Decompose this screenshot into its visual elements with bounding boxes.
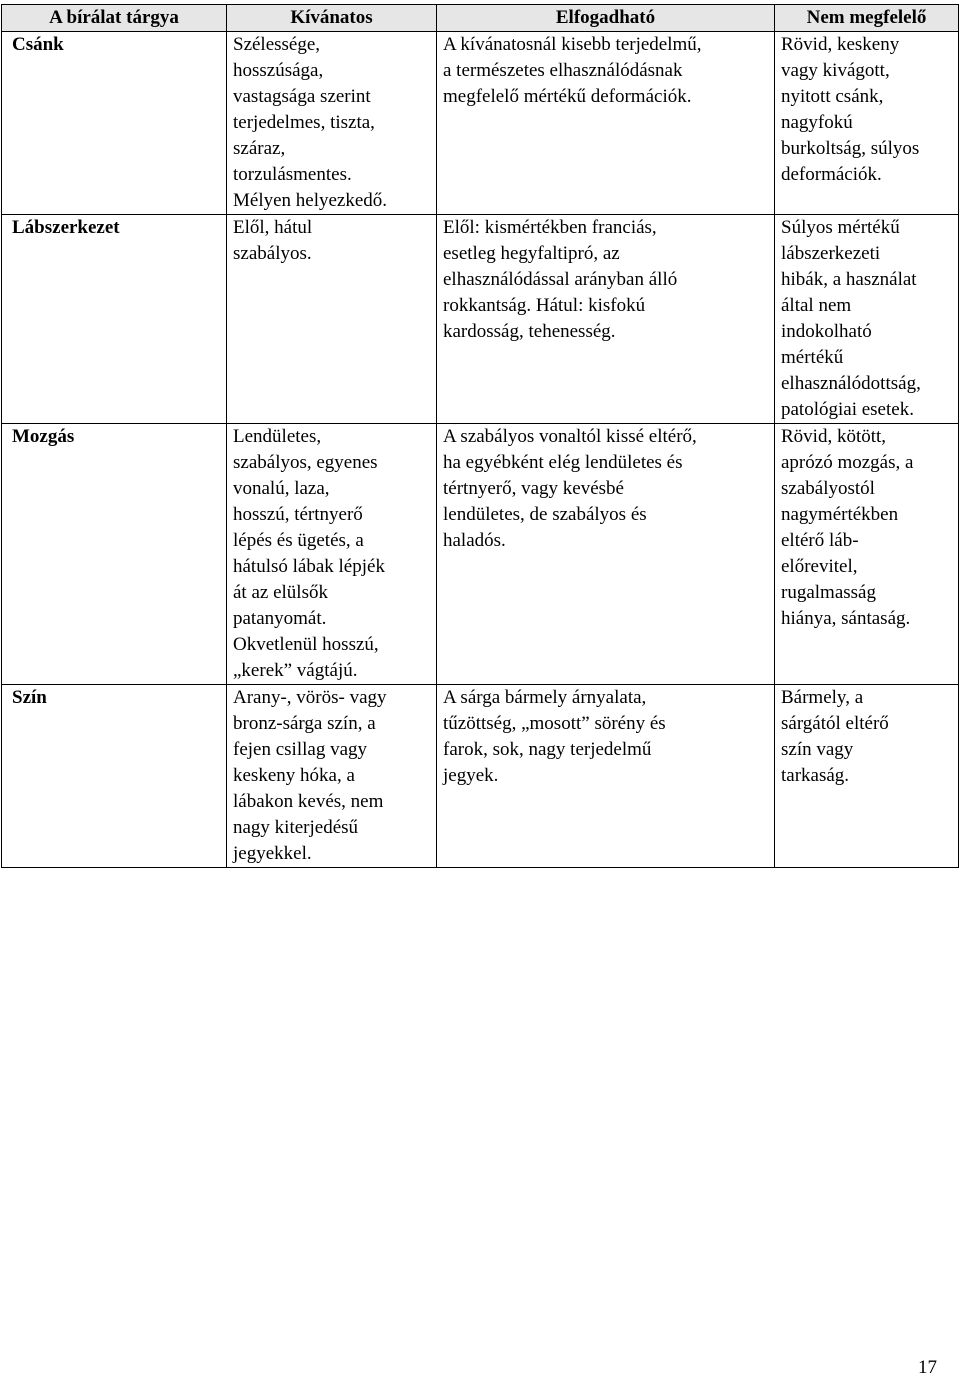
row-desirable: Arany-, vörös- vagy bronz-sárga szín, a fejen csillag vagy keskeny hóka, a lábakon kevés, nem nagy kiterjedésű jegyekkel. — [227, 685, 437, 868]
table-row — [2, 32, 959, 215]
evaluation-table — [1, 4, 959, 868]
page-number: 17 — [918, 1357, 937, 1378]
table-row — [2, 685, 959, 868]
row-acceptable: A kívánatosnál kisebb terjedelmű, a természetes elhasználódásnak megfelelő mértékű deformációk. — [437, 32, 775, 215]
row-unacceptable: Rövid, kötött, aprózó mozgás, a szabályostól nagymértékben eltérő láb- előrevitel, rugalmasság hiánya, sántaság. — [775, 424, 959, 685]
row-acceptable: Elől: kismértékben franciás, esetleg hegyfaltipró, az elhasználódással arányban álló rokkantság. Hátul: kisfokú kardosság, tehenesség. — [437, 215, 775, 424]
row-unacceptable: Rövid, keskeny vagy kivágott, nyitott csánk, nagyfokú burkoltság, súlyos deformációk. — [775, 32, 959, 215]
row-unacceptable: Súlyos mértékű lábszerkezeti hibák, a használat által nem indokolható mértékű elhasználódottság, patológiai esetek. — [775, 215, 959, 424]
row-desirable: Elől, hátul szabályos. — [227, 215, 437, 424]
row-criterion: Mozgás — [2, 424, 227, 685]
row-criterion: Szín — [2, 685, 227, 868]
row-criterion: Lábszerkezet — [2, 215, 227, 424]
row-unacceptable: Bármely, a sárgától eltérő szín vagy tarkaság. — [775, 685, 959, 868]
row-acceptable: A sárga bármely árnyalata, tűzöttség, „mosott” sörény és farok, sok, nagy terjedelmű jegyek. — [437, 685, 775, 868]
row-desirable: Lendületes, szabályos, egyenes vonalú, laza, hosszú, tértnyerő lépés és ügetés, a hátulsó lábak lépjék át az elülsők patanyomát. Okvetlenül hosszú, „kerek” vágtájú. — [227, 424, 437, 685]
table-row — [2, 215, 959, 424]
table-row — [2, 424, 959, 685]
header-acceptable: Elfogadható — [437, 5, 775, 32]
header-desirable: Kívánatos — [227, 5, 437, 32]
header-unacceptable: Nem megfelelő — [775, 5, 959, 32]
row-desirable: Szélessége, hosszúsága, vastagsága szerint terjedelmes, tiszta, száraz, torzulásmentes. Mélyen helyezkedő. — [227, 32, 437, 215]
header-criterion: A bírálat tárgya — [2, 5, 227, 32]
row-criterion: Csánk — [2, 32, 227, 215]
table-header-row — [2, 5, 959, 32]
row-acceptable: A szabályos vonaltól kissé eltérő, ha egyébként elég lendületes és tértnyerő, vagy kevésbé lendületes, de szabályos és haladós. — [437, 424, 775, 685]
